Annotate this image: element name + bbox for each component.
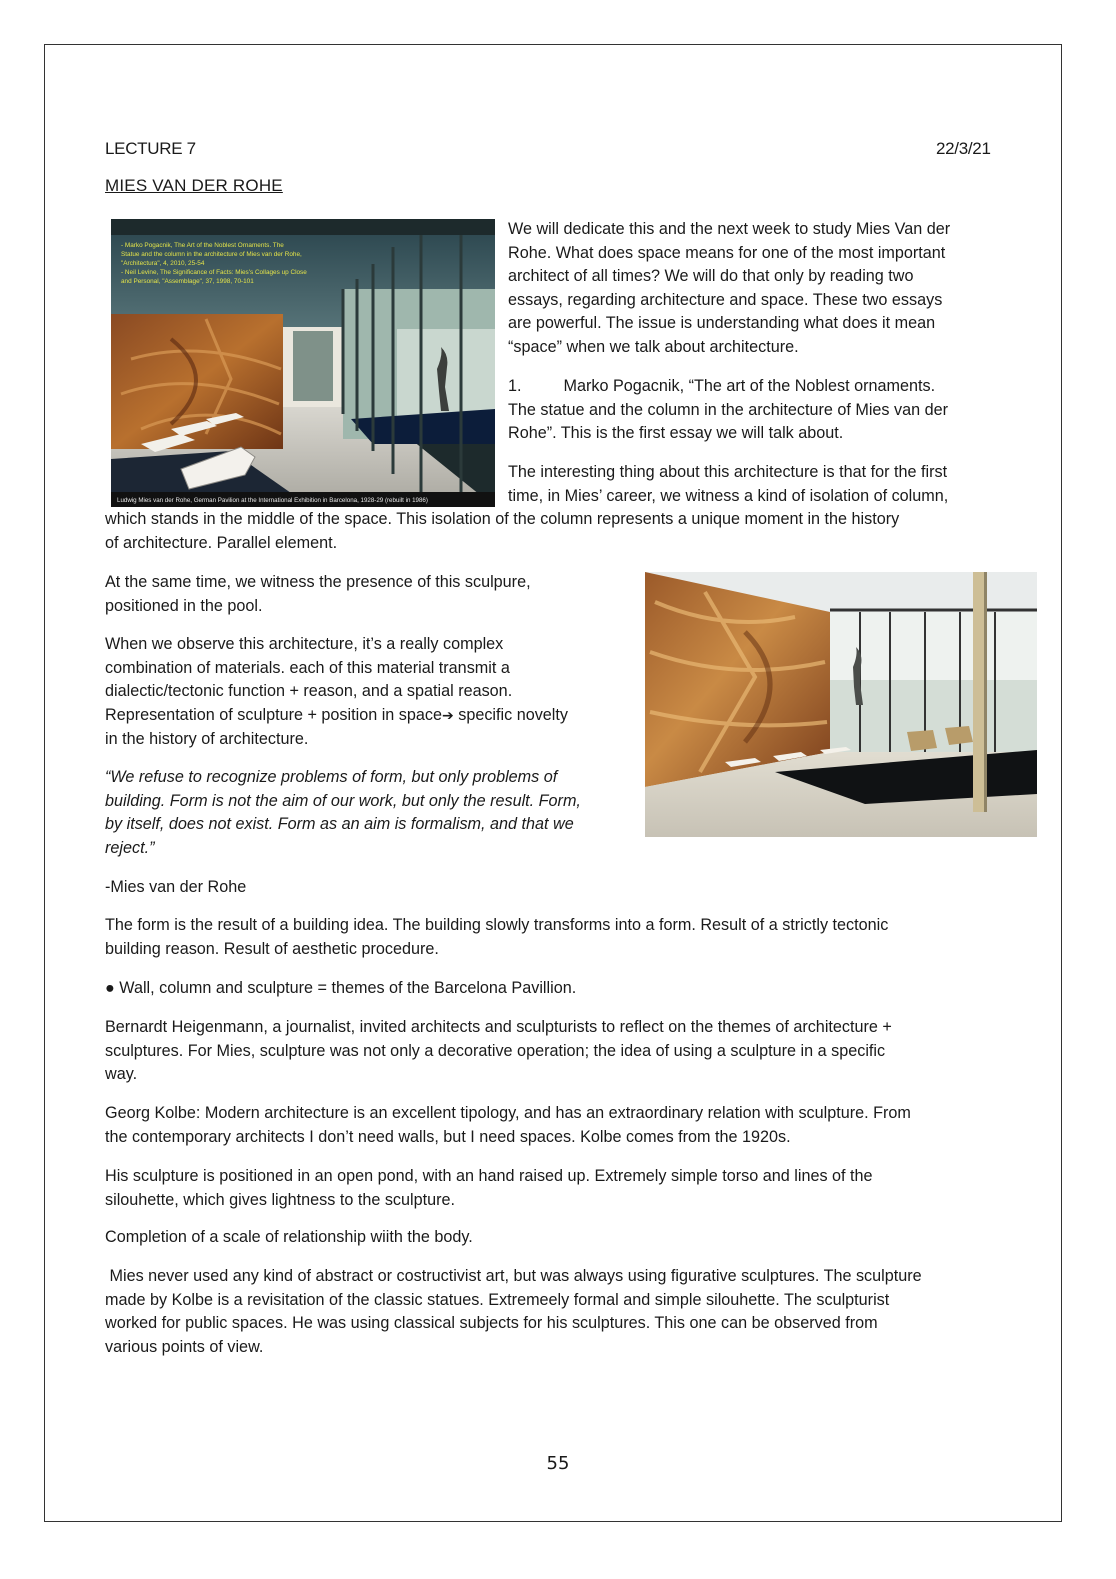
page-title: MIES VAN DER ROHE [105,176,283,195]
svg-text:- Neil Levine, The Significanc [121,269,307,276]
quote-line: building. Form is not the aim of our work, but only the result. Form, [105,791,581,810]
kolbe-line: Georg Kolbe: Modern architecture is an excellent tipology, and has an extraordinary relation with sculpture. From [105,1104,911,1122]
svg-text:Statue and the column in the a [121,251,302,258]
materials-paragraph [105,633,629,752]
essay-paragraph [508,375,1002,446]
materials-line: combination of materials. each of this material transmit a [105,658,510,677]
heigenmann-paragraph [105,1016,1002,1087]
quote-line: “We refuse to recognize problems of form, but only problems of [105,768,558,786]
essay-number: 1. [508,377,522,395]
figurative-line: made by Kolbe is a revisitation of the classic statues. Extremeely formal and simple silouhette. The sculpturist [105,1290,890,1309]
materials-line: dialectic/tectonic function + reason, and a spatial reason. [105,682,513,701]
quote-author: -Mies van der Rohe [105,878,247,896]
materials-line: When we observe this architecture, it’s a really complex [105,635,504,653]
essay-line: Rohe”. This is the first essay we will talk about. [508,424,844,443]
sculpture-paragraph [105,571,629,618]
figurative-paragraph [105,1265,1002,1359]
isolation-line: of architecture. Parallel element. [105,533,338,552]
intro-line: are powerful. The issue is understanding what does it mean [508,314,936,333]
figurative-line: various points of view. [105,1337,264,1356]
slide-reference-line: - Marko Pogacnik, The Art of the Noblest Ornaments. The [121,242,284,249]
sculpture-line: At the same time, we witness the presence of this sculpure, [105,573,531,591]
intro-line: “space” when we talk about architecture. [508,337,799,356]
barcelona-pavilion-slide-image [111,219,495,507]
intro-paragraph [508,218,1002,360]
right-arrow-icon: ➔ [442,707,454,724]
figurative-line: worked for public spaces. He was using classical subjects for his sculptures. This one can be observed from [105,1314,878,1333]
intro-line: architect of all times? We will do that only by reading two [508,267,914,286]
materials-line: Representation of sculpture + position in space [105,705,442,724]
kolbe-paragraph [105,1102,1002,1149]
heigenmann-line: way. [105,1065,138,1084]
form-line: The form is the result of a building idea. The building slowly transforms into a form. Result of a strictly tectonic [105,916,889,934]
slide-reference-line: "Architectura", 4, 2010, 25-54 [121,260,205,267]
pond-paragraph [105,1165,1002,1212]
heigenmann-line: sculptures. For Mies, sculpture was not only a decorative operation; the idea of using a sculpture in a specific [105,1041,886,1060]
page-number: 55 [546,1453,570,1474]
slide-caption: Ludwig Mies van der Rohe, German Pavilion at the International Exhibition in Barcelona, 1928-29 (rebuilt in 1986) [117,497,428,504]
pavilion-interior-photo [645,572,1037,837]
sculpture-line: positioned in the pool. [105,596,263,615]
isolation-paragraph-top [508,461,1002,508]
intro-line: Rohe. What does space means for one of the most important [508,243,946,262]
svg-text:and Personal, "Assemblage", 37 [121,278,254,285]
figurative-line: Mies never used any kind of abstract or costructivist art, but was always using figurative sculptures. The sculpture [105,1267,922,1285]
mies-quote [105,766,631,860]
intro-line: We will dedicate this and the next week to study Mies Van der [508,220,951,238]
form-paragraph [105,914,1002,961]
materials-line: in the history of architecture. [105,730,309,749]
materials-line-suffix: specific novelty [453,705,568,724]
isolation-line: The interesting thing about this architecture is that for the first [508,463,948,481]
form-line: building reason. Result of aesthetic procedure. [105,939,439,958]
essay-line: The statue and the column in the architecture of Mies van der [508,400,949,419]
lecture-label: LECTURE 7 [105,139,196,158]
svg-text:Ludwig Mies van der Rohe, Germ [117,497,428,504]
themes-bullet: ● Wall, column and sculpture = themes of the Barcelona Pavillion. [105,979,577,997]
slide-reference-line: - Neil Levine, The Significance of Facts: Mies's Collages up Close [121,269,307,276]
pond-line: silouhette, which gives lightness to the sculpture. [105,1190,456,1209]
quote-line: reject.” [105,838,155,857]
isolation-line: which stands in the middle of the space. This isolation of the column represents a unique moment in the history [105,510,900,528]
pond-line: His sculpture is positioned in an open pond, with an hand raised up. Extremely simple torso and lines of the [105,1167,873,1185]
lecture-date: 22/3/21 [936,139,991,158]
slide-reference-line: Statue and the column in the architecture of Mies van der Rohe, [121,251,302,258]
slide-reference-line: and Personal, "Assemblage", 37, 1998, 70-101 [121,278,254,285]
isolation-line: time, in Mies’ career, we witness a kind of isolation of column, [508,486,949,505]
heigenmann-line: Bernardt Heigenmann, a journalist, invited architects and sculpturists to reflect on the themes of architecture + [105,1018,892,1036]
svg-text:- Marko Pogacnik, The Art of t [121,242,284,249]
isolation-paragraph-bottom [105,508,1002,555]
intro-line: essays, regarding architecture and space. These two essays [508,290,943,309]
kolbe-line: the contemporary architects I don’t need walls, but I need spaces. Kolbe comes from the 1920s. [105,1127,791,1146]
essay-line: Marko Pogacnik, “The art of the Noblest ornaments. [563,377,936,395]
scale-paragraph: Completion of a scale of relationship wiith the body. [105,1228,473,1246]
svg-text:"Architectura", 4, 2010, 25-54 [121,260,205,267]
quote-line: by itself, does not exist. Form as an aim is formalism, and that we [105,815,574,834]
